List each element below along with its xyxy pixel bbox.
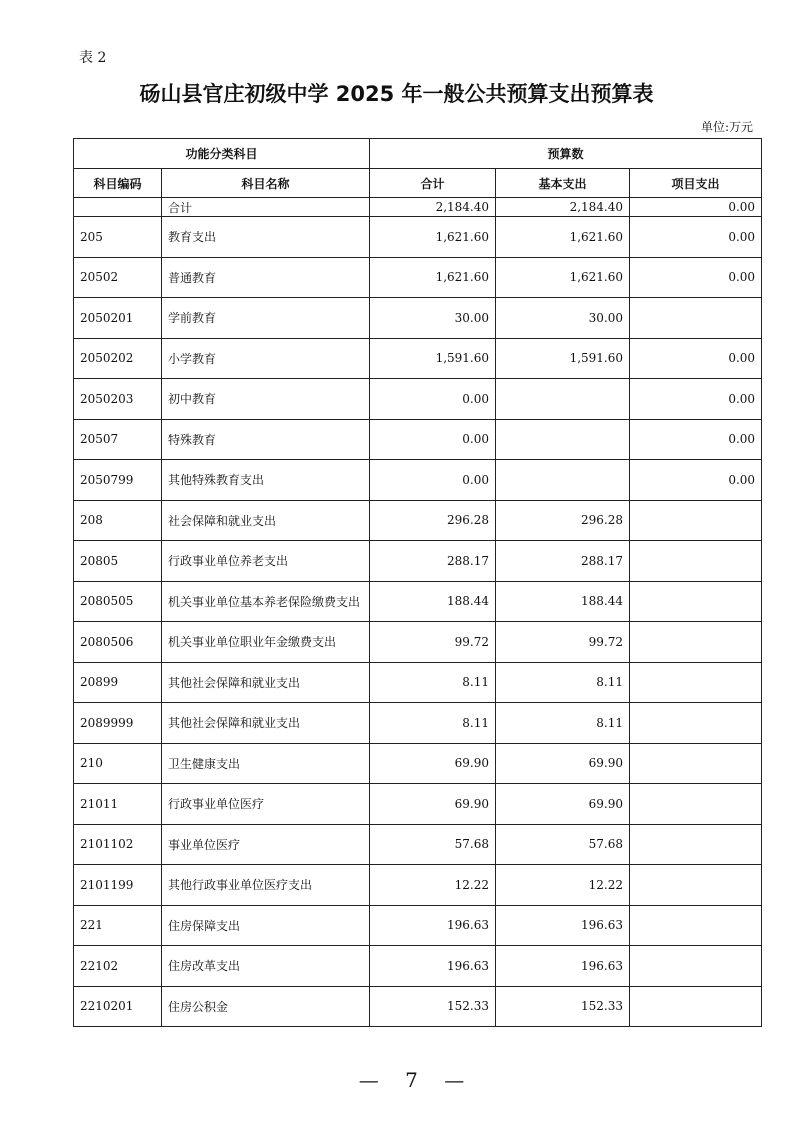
cell-total: 8.11: [370, 662, 496, 703]
cell-total: 188.44: [370, 581, 496, 622]
cell-total: 1,591.60: [370, 338, 496, 379]
cell-name: 住房改革支出: [162, 946, 370, 987]
table-row: [74, 703, 762, 744]
cell-name: 合计: [162, 198, 370, 217]
cell-basic: 196.63: [496, 905, 630, 946]
cell-code: 2101102: [74, 824, 162, 865]
header-project: 项目支出: [630, 169, 762, 198]
table-row: [74, 460, 762, 501]
cell-name: 学前教育: [162, 298, 370, 339]
cell-code: 2089999: [74, 703, 162, 744]
cell-project: [630, 622, 762, 663]
cell-project: [630, 743, 762, 784]
cell-total: 296.28: [370, 500, 496, 541]
table-row: [74, 784, 762, 825]
cell-code: 2050203: [74, 379, 162, 420]
cell-total: 99.72: [370, 622, 496, 663]
cell-name: 小学教育: [162, 338, 370, 379]
cell-total: 2,184.40: [370, 198, 496, 217]
cell-basic: 12.22: [496, 865, 630, 906]
cell-basic: 57.68: [496, 824, 630, 865]
table-row: [74, 541, 762, 582]
cell-name: 事业单位医疗: [162, 824, 370, 865]
cell-code: [74, 198, 162, 217]
cell-code: 20507: [74, 419, 162, 460]
cell-code: 2101199: [74, 865, 162, 906]
cell-total: 1,621.60: [370, 257, 496, 298]
cell-total: 69.90: [370, 743, 496, 784]
table-row: [74, 379, 762, 420]
cell-basic: [496, 419, 630, 460]
cell-project: 0.00: [630, 379, 762, 420]
cell-name: 其他社会保障和就业支出: [162, 662, 370, 703]
cell-basic: 69.90: [496, 743, 630, 784]
cell-basic: 196.63: [496, 946, 630, 987]
cell-total: 69.90: [370, 784, 496, 825]
cell-name: 其他特殊教育支出: [162, 460, 370, 501]
cell-total: 196.63: [370, 946, 496, 987]
cell-project: [630, 865, 762, 906]
cell-total: 12.22: [370, 865, 496, 906]
cell-code: 221: [74, 905, 162, 946]
budget-table: [73, 138, 762, 1027]
table-row: [74, 419, 762, 460]
page-number: — 7 —: [358, 1068, 475, 1092]
cell-name: 行政事业单位医疗: [162, 784, 370, 825]
cell-basic: 288.17: [496, 541, 630, 582]
cell-project: [630, 784, 762, 825]
cell-code: 20899: [74, 662, 162, 703]
cell-name: 行政事业单位养老支出: [162, 541, 370, 582]
cell-name: 其他行政事业单位医疗支出: [162, 865, 370, 906]
cell-basic: 1,621.60: [496, 257, 630, 298]
cell-name: 初中教育: [162, 379, 370, 420]
cell-name: 普通教育: [162, 257, 370, 298]
cell-name: 机关事业单位职业年金缴费支出: [162, 622, 370, 663]
cell-name: 特殊教育: [162, 419, 370, 460]
table-row: [74, 217, 762, 258]
cell-project: [630, 500, 762, 541]
cell-total: 30.00: [370, 298, 496, 339]
cell-project: [630, 662, 762, 703]
table-row: [74, 662, 762, 703]
cell-project: 0.00: [630, 460, 762, 501]
cell-project: 0.00: [630, 419, 762, 460]
cell-basic: 296.28: [496, 500, 630, 541]
unit-label: 单位:万元: [700, 120, 753, 134]
cell-basic: 152.33: [496, 986, 630, 1027]
table-row: [74, 824, 762, 865]
table-row: [74, 743, 762, 784]
header-category: 功能分类科目: [74, 139, 370, 169]
column-header-row: [74, 169, 762, 198]
cell-code: 2080505: [74, 581, 162, 622]
table-row: [74, 338, 762, 379]
cell-project: [630, 824, 762, 865]
header-code: 科目编码: [74, 169, 162, 198]
table-row: [74, 986, 762, 1027]
header-basic: 基本支出: [496, 169, 630, 198]
cell-project: [630, 946, 762, 987]
cell-code: 20502: [74, 257, 162, 298]
cell-basic: [496, 460, 630, 501]
cell-total: 1,621.60: [370, 217, 496, 258]
cell-basic: 69.90: [496, 784, 630, 825]
cell-code: 2050799: [74, 460, 162, 501]
cell-total: 57.68: [370, 824, 496, 865]
cell-name: 社会保障和就业支出: [162, 500, 370, 541]
cell-project: [630, 703, 762, 744]
table-row: [74, 198, 762, 217]
cell-total: 196.63: [370, 905, 496, 946]
cell-total: 152.33: [370, 986, 496, 1027]
cell-name: 卫生健康支出: [162, 743, 370, 784]
cell-code: 2050202: [74, 338, 162, 379]
cell-basic: 1,591.60: [496, 338, 630, 379]
cell-code: 210: [74, 743, 162, 784]
cell-basic: 99.72: [496, 622, 630, 663]
cell-total: 0.00: [370, 379, 496, 420]
cell-project: [630, 905, 762, 946]
table-row: [74, 946, 762, 987]
cell-project: [630, 581, 762, 622]
table-row: [74, 581, 762, 622]
table-row: [74, 905, 762, 946]
cell-name: 住房公积金: [162, 986, 370, 1027]
cell-project: [630, 298, 762, 339]
cell-basic: 1,621.60: [496, 217, 630, 258]
cell-total: 8.11: [370, 703, 496, 744]
cell-total: 0.00: [370, 460, 496, 501]
table-row: [74, 865, 762, 906]
cell-project: 0.00: [630, 198, 762, 217]
cell-project: 0.00: [630, 217, 762, 258]
cell-code: 2210201: [74, 986, 162, 1027]
cell-basic: 8.11: [496, 662, 630, 703]
cell-code: 21011: [74, 784, 162, 825]
cell-code: 20805: [74, 541, 162, 582]
header-name: 科目名称: [162, 169, 370, 198]
cell-basic: 188.44: [496, 581, 630, 622]
table-body: [74, 198, 762, 1027]
cell-project: 0.00: [630, 257, 762, 298]
table-row: [74, 298, 762, 339]
cell-name: 住房保障支出: [162, 905, 370, 946]
cell-code: 2080506: [74, 622, 162, 663]
cell-basic: 30.00: [496, 298, 630, 339]
cell-basic: 2,184.40: [496, 198, 630, 217]
table-number: 表 2: [79, 50, 107, 66]
header-budget: 预算数: [370, 139, 762, 169]
cell-name: 其他社会保障和就业支出: [162, 703, 370, 744]
page-title: 砀山县官庄初级中学 2025 年一般公共预算支出预算表: [139, 82, 654, 106]
cell-basic: [496, 379, 630, 420]
table-row: [74, 622, 762, 663]
cell-code: 22102: [74, 946, 162, 987]
table-row: [74, 257, 762, 298]
cell-total: 0.00: [370, 419, 496, 460]
cell-name: 机关事业单位基本养老保险缴费支出: [162, 581, 370, 622]
table-row: [74, 500, 762, 541]
cell-project: [630, 541, 762, 582]
cell-project: [630, 986, 762, 1027]
cell-total: 288.17: [370, 541, 496, 582]
cell-name: 教育支出: [162, 217, 370, 258]
cell-project: 0.00: [630, 338, 762, 379]
cell-code: 208: [74, 500, 162, 541]
group-header-row: [74, 139, 762, 169]
cell-code: 2050201: [74, 298, 162, 339]
header-total: 合计: [370, 169, 496, 198]
cell-code: 205: [74, 217, 162, 258]
cell-basic: 8.11: [496, 703, 630, 744]
